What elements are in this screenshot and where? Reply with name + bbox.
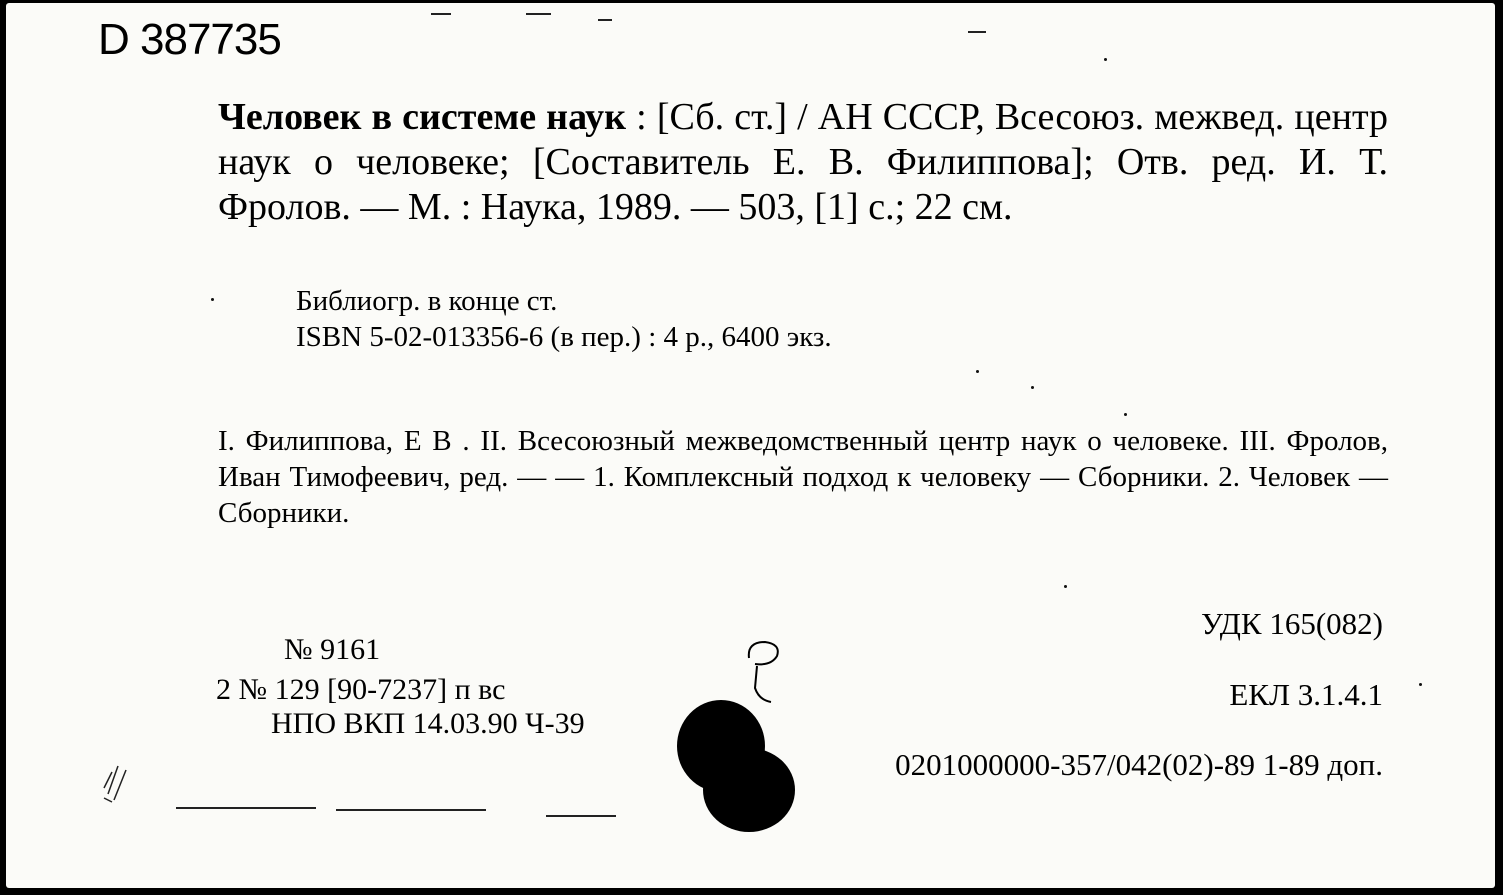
scan-dot: [211, 298, 214, 301]
tracings: I. Филиппова, Е В . II. Всесоюзный межведомственный центр наук о человеке. III. Фролов, Иван Тимофеевич, ред. — — 1. Комплексный подход к человеку — Сборники. 2. Человек — Сборники.: [218, 425, 1388, 529]
scan-dash: [546, 815, 616, 817]
print-line-1: 2 № 129 [90-7237] п вс: [216, 673, 506, 706]
catalog-card: [6, 3, 1495, 888]
scan-dash: [968, 31, 986, 33]
entry-details: : [Сб. ст.] / АН СССР, Всесоюз. межвед. центр наук о человеке; [Составитель Е. В. Филиппова]; Отв. ред. И. Т. Фролов. — М. : Наука, 1989. — 503, [1] с.; 22 см.: [218, 96, 1389, 228]
handwritten-mark: [741, 636, 801, 706]
print-line-2: НПО ВКП 14.03.90 Ч-39: [271, 707, 585, 740]
main-entry: [218, 95, 1388, 230]
title: Человек в системе наук: [218, 96, 627, 138]
notes: [296, 283, 832, 355]
publication-code: 0201000000-357/042(02)-89 1-89 доп.: [895, 747, 1383, 782]
scan-dot: [1104, 58, 1107, 61]
scan-dash: [526, 13, 551, 15]
isbn-note: ISBN 5-02-013356-6 (в пер.) : 4 р., 6400 экз.: [296, 321, 832, 353]
scan-dash: [176, 807, 316, 809]
scan-dot: [1064, 585, 1067, 588]
pencil-mark: [98, 758, 138, 808]
order-number: № 9161: [284, 633, 381, 666]
scan-dash: [431, 13, 451, 15]
scan-dot: [1419, 683, 1422, 686]
scan-dot: [976, 370, 979, 373]
call-number: D 387735: [98, 15, 281, 64]
scan-dash: [336, 809, 486, 811]
udk-code: УДК 165(082): [1200, 606, 1383, 641]
scan-dot: [1124, 413, 1127, 416]
scan-dash: [598, 19, 612, 21]
bibliography-note: Библиогр. в конце ст.: [296, 285, 558, 317]
ink-blot: [673, 698, 797, 833]
scan-dot: [1031, 386, 1034, 389]
ekl-code: ЕКЛ 3.1.4.1: [1229, 677, 1383, 712]
